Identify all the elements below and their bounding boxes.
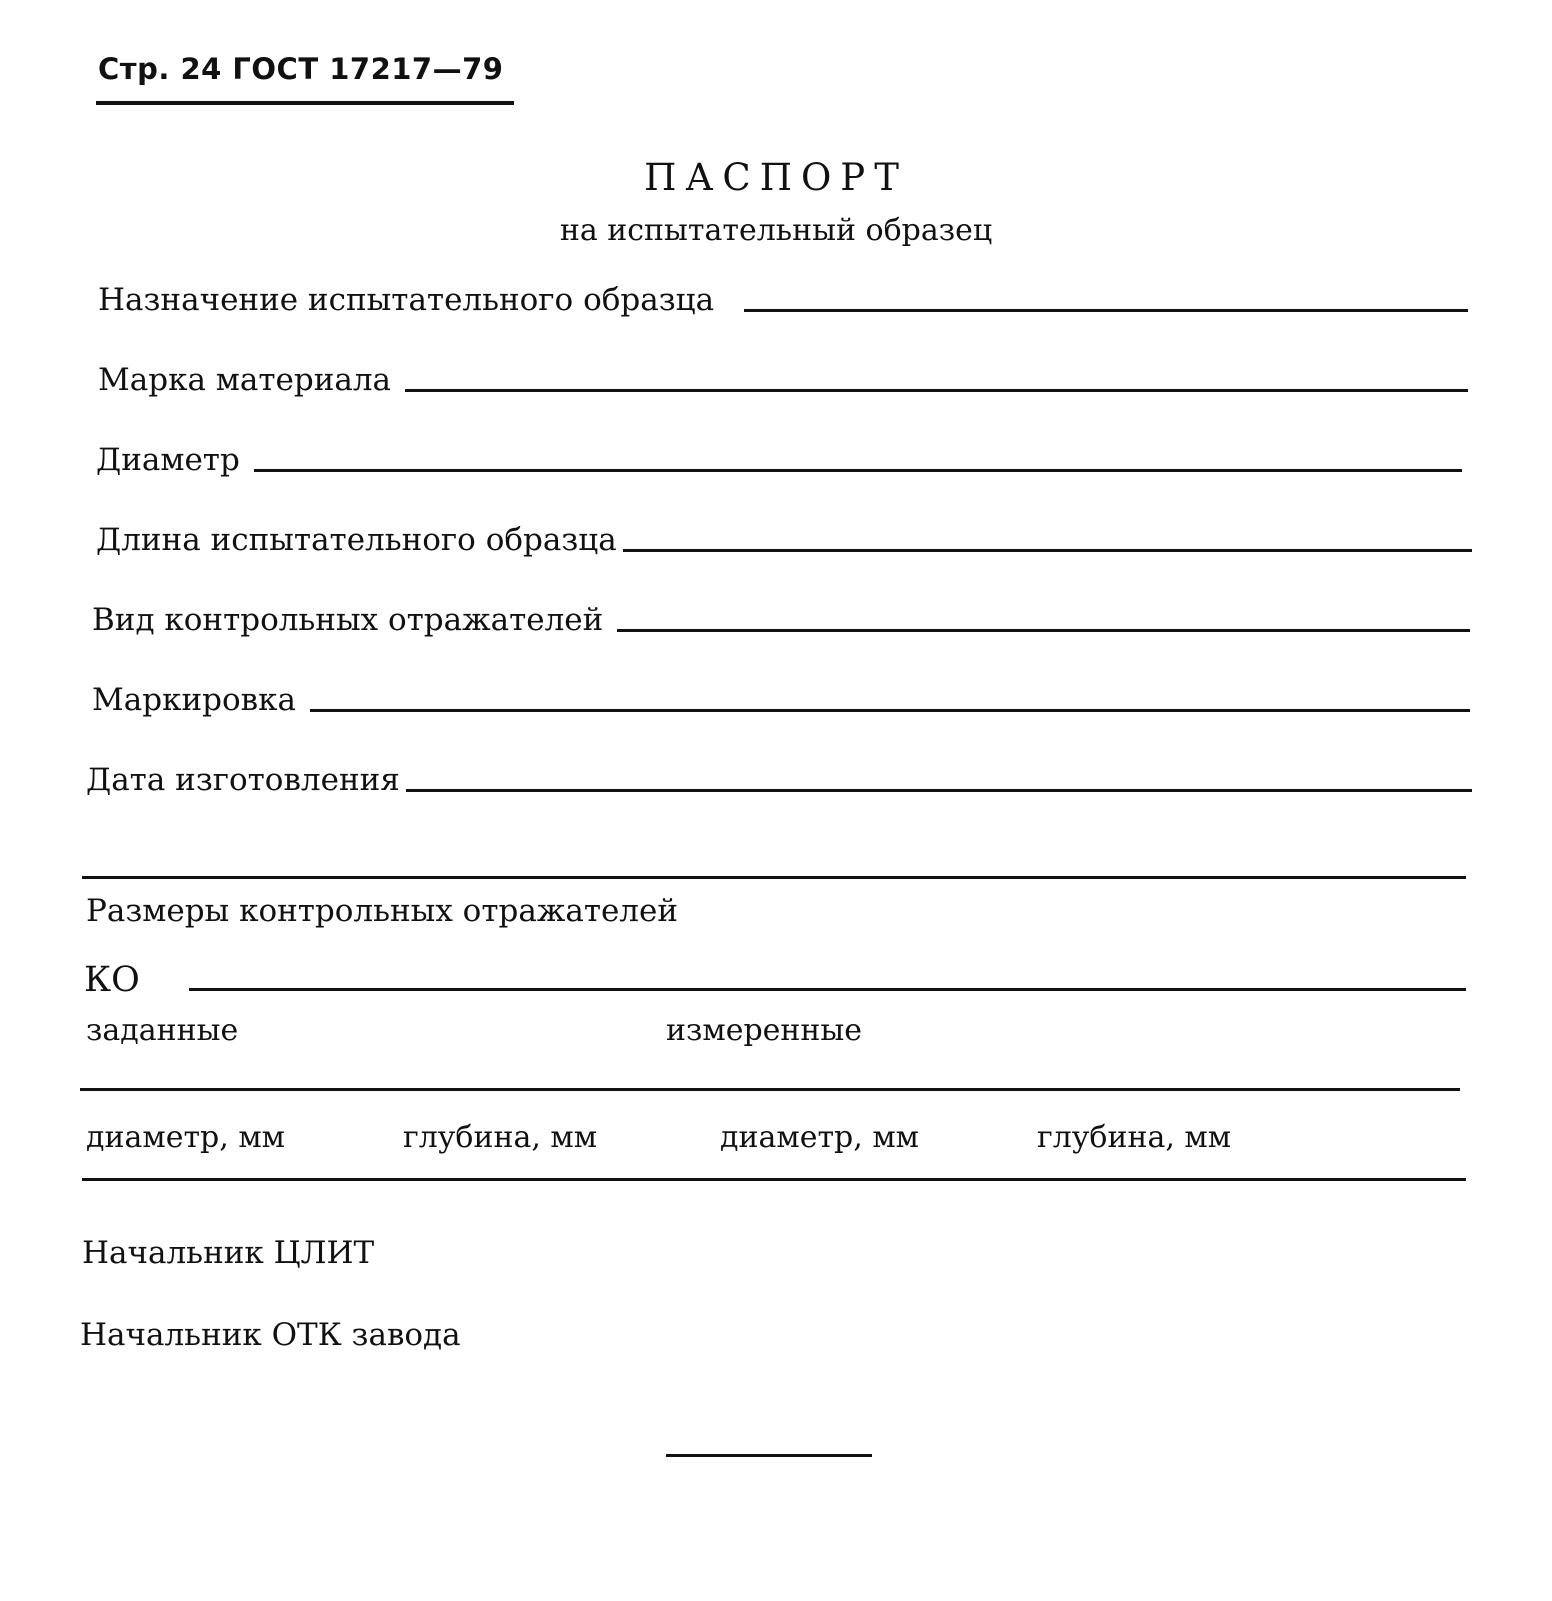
field-marking-label: Маркировка <box>92 682 296 718</box>
column-given-depth: глубина, мм <box>403 1120 598 1155</box>
field-material-grade-line[interactable] <box>405 389 1468 392</box>
column-measured-diameter: диаметр, мм <box>720 1120 919 1155</box>
page-header: Стр. 24 ГОСТ 17217—79 <box>98 52 504 86</box>
separator-rule <box>82 876 1466 879</box>
field-manufacture-date-label: Дата изготовления <box>86 762 400 798</box>
field-sample-length-line[interactable] <box>623 549 1472 552</box>
given-label: заданные <box>86 1013 239 1048</box>
reflector-dimensions-heading: Размеры контрольных отражателей <box>86 893 679 929</box>
document-subtitle: на испытательный образец <box>559 213 993 248</box>
measured-label: измеренные <box>666 1013 863 1048</box>
field-material-grade-label: Марка материала <box>98 362 392 398</box>
field-sample-length <box>96 522 1472 558</box>
ko-label: КО <box>84 960 140 1000</box>
field-marking-line[interactable] <box>310 709 1470 712</box>
header-underline <box>96 101 514 105</box>
field-purpose-label: Назначение испытательного образца <box>98 282 715 318</box>
field-manufacture-date-line[interactable] <box>406 789 1472 792</box>
signature-otk-head: Начальник ОТК завода <box>80 1317 461 1353</box>
field-diameter-label: Диаметр <box>96 442 240 478</box>
ko-line[interactable] <box>189 988 1466 991</box>
field-manufacture-date <box>86 762 1472 798</box>
column-given-diameter: диаметр, мм <box>86 1120 285 1155</box>
table-top-rule <box>80 1088 1460 1091</box>
signature-clit-head: Начальник ЦЛИТ <box>82 1235 375 1271</box>
table-bottom-rule <box>82 1178 1466 1181</box>
end-rule <box>666 1454 872 1457</box>
field-purpose-line[interactable] <box>744 309 1468 312</box>
field-marking <box>92 682 1470 718</box>
field-diameter <box>96 442 1462 478</box>
column-measured-depth: глубина, мм <box>1037 1120 1232 1155</box>
field-material-grade <box>98 362 1468 398</box>
field-reflector-type <box>92 602 1470 638</box>
field-sample-length-label: Длина испытательного образца <box>96 522 617 558</box>
document-title: ПАСПОРТ <box>644 156 908 199</box>
field-diameter-line[interactable] <box>254 469 1462 472</box>
field-reflector-type-line[interactable] <box>617 629 1470 632</box>
field-reflector-type-label: Вид контрольных отражателей <box>92 602 604 638</box>
field-purpose <box>98 282 1468 318</box>
